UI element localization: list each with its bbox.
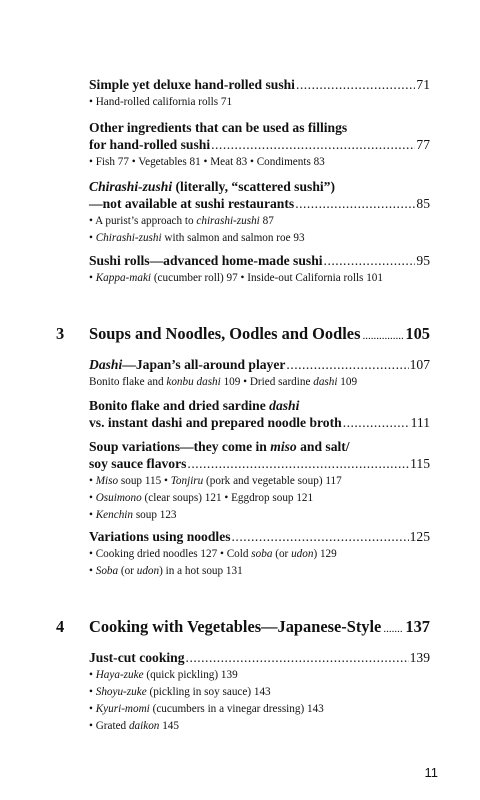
italic-term: miso — [270, 439, 297, 454]
toc-subentry — [89, 507, 430, 524]
sub-text: • — [89, 565, 96, 577]
toc-subentry — [89, 563, 430, 580]
italic-term: dashi — [313, 376, 338, 388]
toc-entry-title: vs. instant dashi and prepared noodle broth — [89, 415, 342, 430]
sub-text: • — [89, 509, 96, 521]
toc-entry — [89, 178, 430, 247]
toc-subentry — [89, 667, 430, 684]
sub-text: • — [89, 703, 96, 715]
toc-subentry — [89, 374, 430, 391]
chapter-title: Cooking with Vegetables—Japanese-Style — [89, 617, 382, 636]
toc-entry — [89, 397, 430, 431]
toc-entry-row — [89, 252, 430, 269]
toc-entry-title: —not available at sushi restaurants — [89, 196, 295, 211]
title-text: Bonito flake and dried sardine — [89, 398, 270, 413]
chapter-page-number: 137 — [405, 617, 430, 636]
toc-subentry — [89, 270, 430, 287]
sub-text: • — [89, 669, 96, 681]
toc-entry-title: Simple yet deluxe hand-rolled sushi — [89, 77, 295, 92]
italic-term: udon — [136, 565, 160, 577]
toc-entry-title-line — [89, 178, 430, 195]
sub-text: 87 — [259, 215, 274, 227]
sub-text: (pork and vegetable soup) 117 — [203, 475, 342, 487]
toc-entry-row — [89, 414, 430, 431]
toc-entry-row — [89, 136, 430, 153]
sub-text: 145 — [159, 720, 179, 732]
dot-leader — [186, 649, 409, 666]
dot-leader — [295, 195, 415, 212]
sub-text: Bonito flake and — [89, 376, 167, 388]
toc-page-number: 71 — [416, 77, 430, 92]
dot-leader — [211, 136, 415, 153]
italic-term: chirashi-zushi — [196, 215, 260, 227]
sub-text: 109 • Dried sardine — [220, 376, 314, 388]
toc-page-number: 85 — [416, 196, 430, 211]
toc-subentry — [89, 718, 430, 735]
sub-text: • — [89, 272, 96, 284]
dot-leader — [383, 623, 403, 635]
title-text: and salt/ — [296, 439, 350, 454]
toc-subentry: • Hand-rolled california rolls 71 — [89, 96, 233, 108]
toc-entry-row — [89, 76, 430, 93]
sub-text: (cucumber roll) 97 • Inside-out California rolls 101 — [151, 272, 383, 284]
dot-leader — [362, 330, 403, 342]
title-text: (literally, “scattered sushi”) — [172, 179, 335, 194]
italic-term: Miso — [95, 475, 119, 487]
toc-entry-title: Variations using noodles — [89, 529, 231, 544]
sub-text: (pickling in soy sauce) 143 — [146, 686, 271, 698]
italic-term: Dashi — [89, 357, 123, 372]
toc-subentry: • Fish 77 • Vegetables 81 • Meat 83 • Condiments 83 — [89, 156, 325, 168]
sub-text: • Grated — [89, 720, 129, 732]
sub-text: (or — [118, 565, 137, 577]
chapter-heading — [56, 617, 430, 637]
chapter-number: 3 — [56, 324, 65, 343]
italic-term: Kenchin — [95, 509, 134, 521]
sub-text: 109 — [337, 376, 358, 388]
sub-text: • Cooking dried noodles 127 • Cold — [89, 548, 252, 560]
italic-term: Chirashi-zushi — [95, 232, 162, 244]
italic-term: soba — [251, 548, 273, 560]
toc-entry-title: Just-cut cooking — [89, 650, 185, 665]
chapter-number: 4 — [56, 617, 65, 636]
toc-entry-title-line — [89, 397, 430, 414]
italic-term: udon — [291, 548, 314, 560]
toc-entry-row — [89, 195, 430, 212]
sub-text: • — [89, 232, 96, 244]
toc-page-number: 111 — [410, 415, 430, 430]
toc-entry-title: Sushi rolls—advanced home-made sushi — [89, 253, 323, 268]
sub-text: (clear soups) 121 • Eggdrop soup 121 — [141, 492, 314, 504]
italic-term: dashi — [269, 398, 300, 413]
toc-entry — [89, 649, 430, 735]
italic-term: Osuimono — [95, 492, 142, 504]
toc-entry — [89, 119, 430, 171]
toc-subentry — [89, 684, 430, 701]
toc-subentry — [89, 490, 430, 507]
dot-leader — [343, 414, 410, 431]
title-text: Soup variations—they come in — [89, 439, 271, 454]
sub-text: ) 129 — [313, 548, 337, 560]
chapter-heading — [56, 324, 430, 344]
sub-text: • A purist’s approach to — [89, 215, 197, 227]
toc-entry-title — [89, 356, 285, 373]
toc-entry-row — [89, 455, 430, 472]
toc-page-number: 125 — [409, 529, 430, 544]
italic-term: Chirashi-zushi — [89, 179, 173, 194]
toc-subentry — [89, 213, 430, 230]
dot-leader — [296, 76, 415, 93]
dot-leader — [187, 455, 409, 472]
dot-leader — [324, 252, 416, 269]
toc-entry-row — [89, 528, 430, 545]
italic-term: Tonjiru — [170, 475, 204, 487]
toc-entry — [89, 438, 430, 524]
dot-leader — [286, 356, 408, 373]
sub-text: ) in a hot soup 131 — [159, 565, 243, 577]
toc-subentry — [89, 230, 430, 247]
dot-leader — [232, 528, 409, 545]
italic-term: Kyuri-momi — [95, 703, 150, 715]
toc-entry-row — [89, 356, 430, 373]
sub-text: • — [89, 686, 96, 698]
page-number: 11 — [424, 765, 438, 780]
italic-term: Soba — [95, 565, 119, 577]
toc-page-number: 115 — [410, 456, 430, 471]
toc-entry-title: soy sauce flavors — [89, 456, 187, 471]
sub-text: (quick pickling) 139 — [143, 669, 238, 681]
sub-text: (cucumbers in a vinegar dressing) 143 — [149, 703, 324, 715]
toc-entry — [89, 356, 430, 391]
toc-entry — [89, 252, 430, 287]
toc-entry-title: for hand-rolled sushi — [89, 137, 211, 152]
toc-entry — [89, 76, 430, 111]
toc-entry-title-line: Other ingredients that can be used as fillings — [89, 120, 348, 135]
toc-subentry — [89, 701, 430, 718]
toc-page-number: 77 — [416, 137, 430, 152]
italic-term: Kappa-maki — [95, 272, 152, 284]
toc-entry-title-line — [89, 438, 430, 455]
toc-page-number: 139 — [409, 650, 430, 665]
toc-page-number: 95 — [416, 253, 430, 268]
sub-text: with salmon and salmon roe 93 — [161, 232, 305, 244]
italic-term: Shoyu-zuke — [95, 686, 147, 698]
sub-text: soup 123 — [133, 509, 177, 521]
sub-text: (or — [272, 548, 292, 560]
title-text: —Japan’s all-around player — [122, 357, 286, 372]
sub-text: • — [89, 492, 96, 504]
sub-text: • — [89, 475, 96, 487]
italic-term: daikon — [128, 720, 160, 732]
toc-entry — [89, 528, 430, 580]
toc-entry-row — [89, 649, 430, 666]
chapter-title: Soups and Noodles, Oodles and Oodles — [89, 324, 361, 343]
toc-subentry — [89, 473, 430, 490]
italic-term: konbu dashi — [166, 376, 221, 388]
italic-term: Haya-zuke — [95, 669, 144, 681]
chapter-page-number: 105 — [405, 324, 430, 343]
toc-page-number: 107 — [409, 357, 430, 372]
toc-subentry — [89, 546, 430, 563]
sub-text: soup 115 • — [118, 475, 171, 487]
